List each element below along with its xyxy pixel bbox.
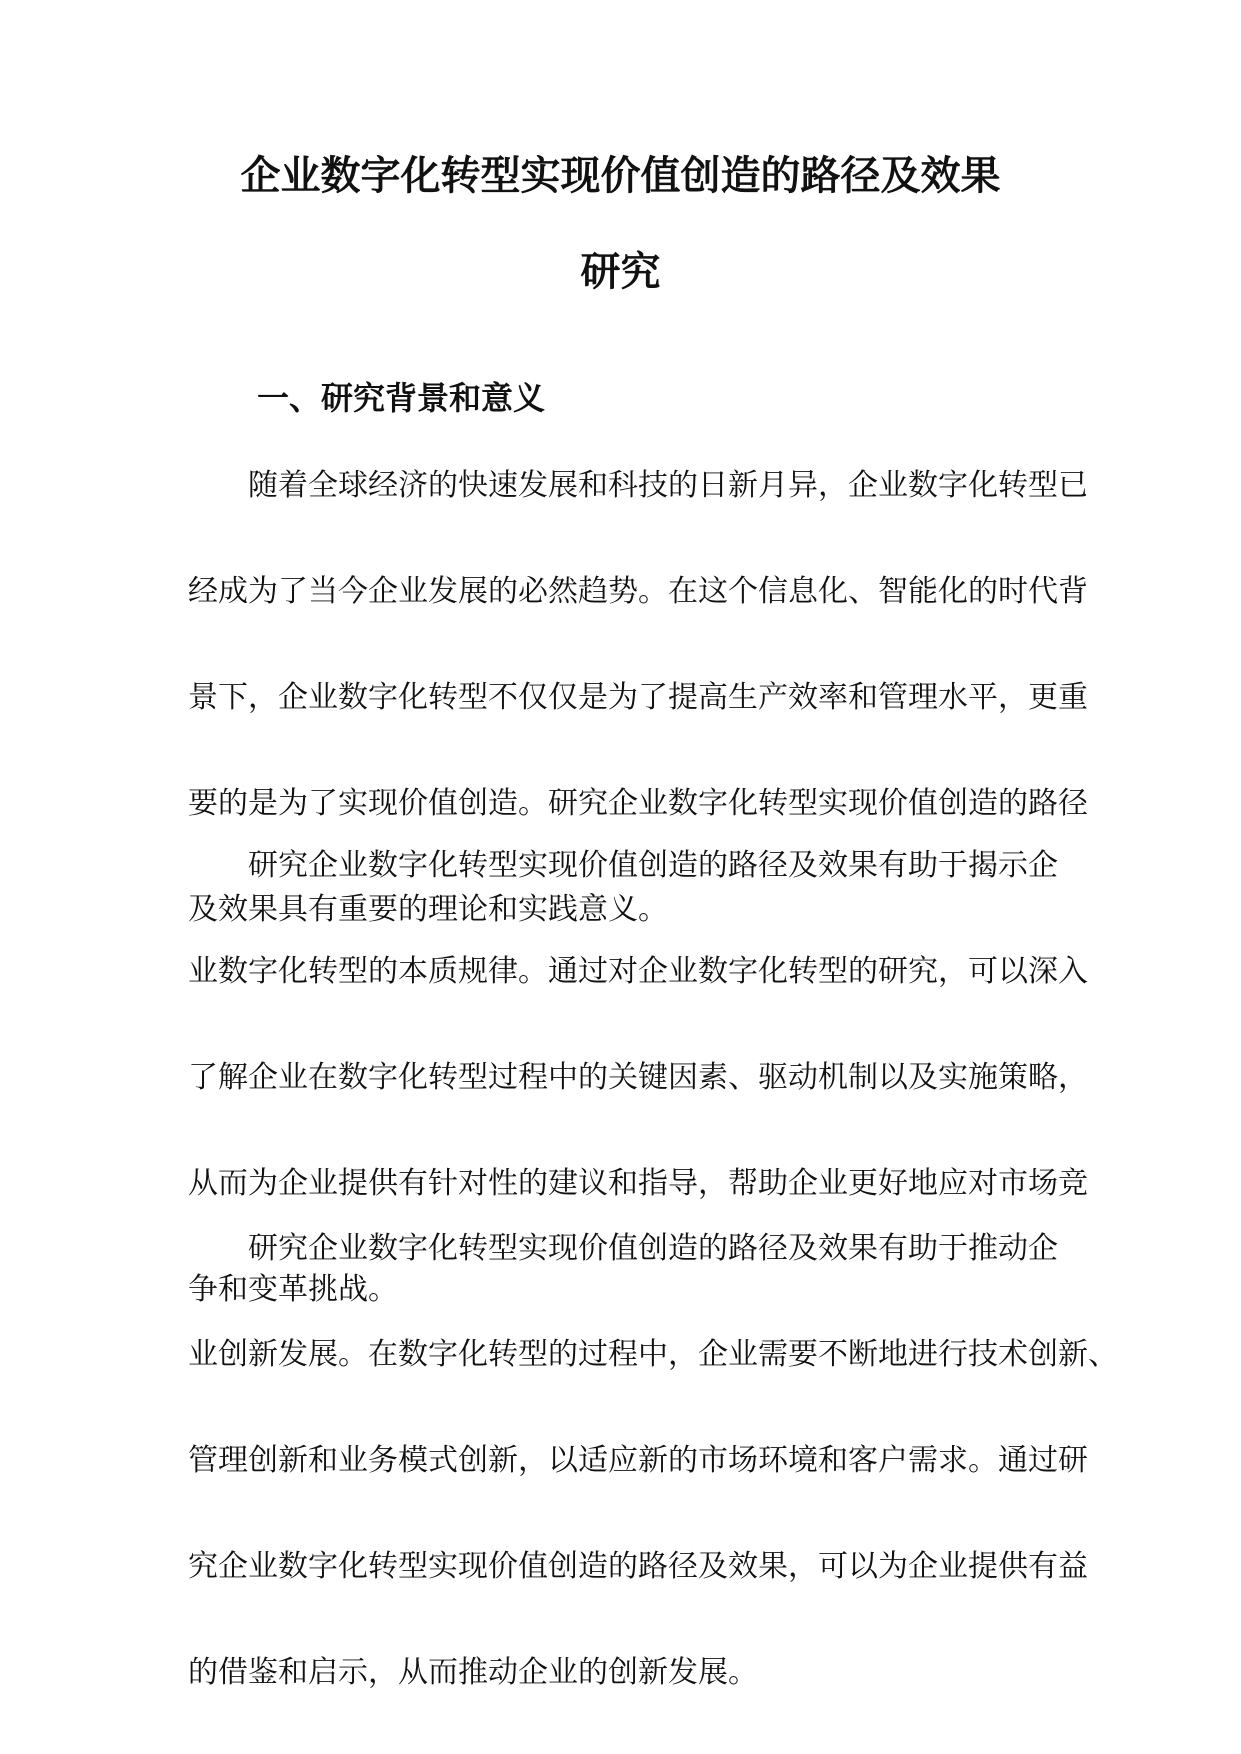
section-heading: 一、研究背景和意义 — [257, 379, 546, 417]
document-title-line-2: 研究 — [580, 248, 661, 295]
paragraph-3 — [188, 1225, 1118, 1697]
paragraph-line: 了解企业在数字化转型过程中的关键因素、驱动机制以及实施策略， — [188, 1060, 1088, 1095]
paragraph-line: 从而为企业提供有针对性的建议和指导，帮助企业更好地应对市场竞 — [188, 1166, 1088, 1201]
document-title-line-1: 企业数字化转型实现价值创造的路径及效果 — [240, 152, 1001, 199]
paragraph-line: 研究企业数字化转型实现价值创造的路径及效果有助于推动企 — [248, 1231, 1058, 1266]
paragraph-line: 业创新发展。在数字化转型的过程中，企业需要不断地进行技术创新、 — [188, 1337, 1118, 1372]
paragraph-line: 随着全球经济的快速发展和科技的日新月异，企业数字化转型已 — [248, 468, 1088, 503]
paragraph-line: 经成为了当今企业发展的必然趋势。在这个信息化、智能化的时代背 — [188, 574, 1088, 609]
paragraph-line: 究企业数字化转型实现价值创造的路径及效果，可以为企业提供有益 — [188, 1549, 1088, 1584]
paragraph-line: 争和变革挑战。 — [188, 1272, 398, 1307]
paragraph-line: 研究企业数字化转型实现价值创造的路径及效果有助于揭示企 — [248, 848, 1058, 883]
paragraph-line: 业数字化转型的本质规律。通过对企业数字化转型的研究，可以深入 — [188, 954, 1088, 989]
paragraph-line: 要的是为了实现价值创造。研究企业数字化转型实现价值创造的路径 — [188, 786, 1088, 821]
paragraph-line: 及效果具有重要的理论和实践意义。 — [188, 892, 668, 927]
paragraph-line: 景下，企业数字化转型不仅仅是为了提高生产效率和管理水平，更重 — [188, 680, 1088, 715]
paragraph-line: 管理创新和业务模式创新，以适应新的市场环境和客户需求。通过研 — [188, 1443, 1088, 1478]
paragraph-line: 的借鉴和启示，从而推动企业的创新发展。 — [188, 1655, 758, 1690]
